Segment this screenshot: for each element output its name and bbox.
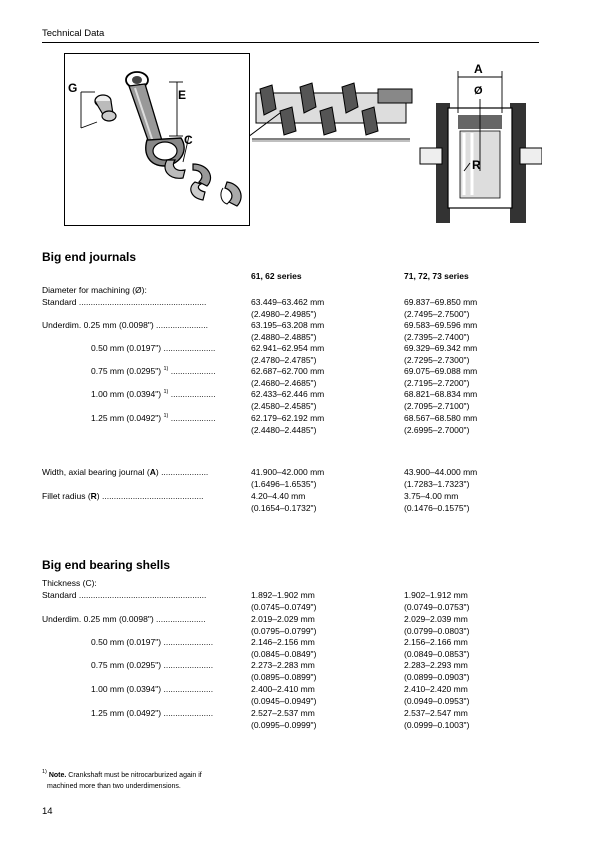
row-value-71: 69.075–69.088 mm (2.7195–2.7200") <box>404 366 478 388</box>
intro-diameter: Diameter for machining (Ø): <box>42 285 147 295</box>
row-label: 0.50 mm (0.0197") ...................... <box>91 343 216 353</box>
crankshaft-figure <box>250 53 542 224</box>
row-label: 1.25 mm (0.0492") $^{1)}$ ................... <box>91 413 216 423</box>
header-rule <box>42 42 539 43</box>
row-value-61: 63.449–63.462 mm (2.4980–2.4985") <box>251 297 325 319</box>
row-value-61: 2.527–2.537 mm (0.0995–0.0999") <box>251 708 317 730</box>
fillet-value-61: 4.20–4.40 mm (0.1654–0.1732") <box>251 491 317 513</box>
row-label: Underdim. 0.25 mm (0.0098") ...................... <box>42 320 208 330</box>
conrod-figure <box>64 53 250 226</box>
row-label: 0.75 mm (0.0295") $^{1)}$ ................... <box>91 366 216 376</box>
width-value-71: 43.900–44.000 mm (1.7283–1.7323") <box>404 467 478 489</box>
col-head-61-62: 61, 62 series <box>251 271 302 281</box>
fillet-label: Fillet radius (R) ........................................... <box>42 491 204 501</box>
row-value-71: 69.583–69.596 mm (2.7395–2.7400") <box>404 320 478 342</box>
row-value-71: 2.537–2.547 mm (0.0999–0.1003") <box>404 708 470 730</box>
section-title-journals: Big end journals <box>42 250 137 264</box>
row-label: Standard ...................................................... <box>42 590 207 600</box>
bushing-drawing <box>95 95 116 121</box>
row-value-71: 69.329–69.342 mm (2.7295–2.7300") <box>404 343 478 365</box>
col-head-71-73: 71, 72, 73 series <box>404 271 469 281</box>
row-value-61: 2.273–2.283 mm (0.0895–0.0899") <box>251 660 317 682</box>
row-value-71: 1.902–1.912 mm (0.0749–0.0753") <box>404 590 470 612</box>
journal-detail-drawing <box>420 103 542 223</box>
footnote: $^{1)}$ Note. Crankshaft must be nitrocarburized again if machined more than two underdimensions. <box>42 769 202 790</box>
label-diameter: Ø <box>474 85 483 97</box>
crankshaft-drawing <box>250 83 412 141</box>
label-e: E <box>178 88 187 102</box>
row-value-61: 2.019–2.029 mm (0.0795–0.0799") <box>251 614 317 636</box>
row-value-71: 2.029–2.039 mm (0.0799–0.0803") <box>404 614 470 636</box>
bearing-shells-drawing <box>165 160 241 206</box>
row-value-71: 68.821–68.834 mm (2.7095–2.7100") <box>404 389 478 411</box>
row-value-61: 2.400–2.410 mm (0.0945–0.0949") <box>251 684 317 706</box>
label-c: C <box>184 133 193 147</box>
row-value-61: 63.195–63.208 mm (2.4880–2.4885") <box>251 320 325 342</box>
row-value-71: 68.567–68.580 mm (2.6995–2.7000") <box>404 413 478 435</box>
row-label: 1.00 mm (0.0394") ..................... <box>91 684 214 694</box>
row-label: 1.00 mm (0.0394") $^{1)}$ ................... <box>91 389 216 399</box>
conrod-drawing <box>126 72 187 166</box>
label-r: R <box>472 158 481 172</box>
width-label: Width, axial bearing journal (A) .................... <box>42 467 209 477</box>
row-value-71: 2.410–2.420 mm (0.0949–0.0953") <box>404 684 470 706</box>
row-label: 1.25 mm (0.0492") ..................... <box>91 708 214 718</box>
row-label: 0.50 mm (0.0197") ..................... <box>91 637 214 647</box>
running-header: Technical Data <box>42 28 105 39</box>
section-title-shells: Big end bearing shells <box>42 558 171 572</box>
row-label: 0.75 mm (0.0295") ..................... <box>91 660 214 670</box>
width-value-61: 41.900–42.000 mm (1.6496–1.6535") <box>251 467 325 489</box>
row-label: Standard ...................................................... <box>42 297 207 307</box>
intro-thickness: Thickness (C): <box>42 578 97 588</box>
label-a: A <box>474 62 483 76</box>
page-number: 14 <box>42 806 53 817</box>
row-value-61: 62.433–62.446 mm (2.4580–2.4585") <box>251 389 325 411</box>
row-label: Underdim. 0.25 mm (0.0098") ..................... <box>42 614 206 624</box>
row-value-61: 2.146–2.156 mm (0.0845–0.0849") <box>251 637 317 659</box>
row-value-71: 2.156–2.166 mm (0.0849–0.0853") <box>404 637 470 659</box>
row-value-61: 62.941–62.954 mm (2.4780–2.4785") <box>251 343 325 365</box>
fillet-value-71: 3.75–4.00 mm (0.1476–0.1575") <box>404 491 470 513</box>
row-value-61: 62.179–62.192 mm (2.4480–2.4485") <box>251 413 325 435</box>
row-value-61: 1.892–1.902 mm (0.0745–0.0749") <box>251 590 317 612</box>
row-value-71: 69.837–69.850 mm (2.7495–2.7500") <box>404 297 478 319</box>
row-value-61: 62.687–62.700 mm (2.4680–2.4685") <box>251 366 325 388</box>
row-value-71: 2.283–2.293 mm (0.0899–0.0903") <box>404 660 470 682</box>
label-g: G <box>68 81 78 95</box>
